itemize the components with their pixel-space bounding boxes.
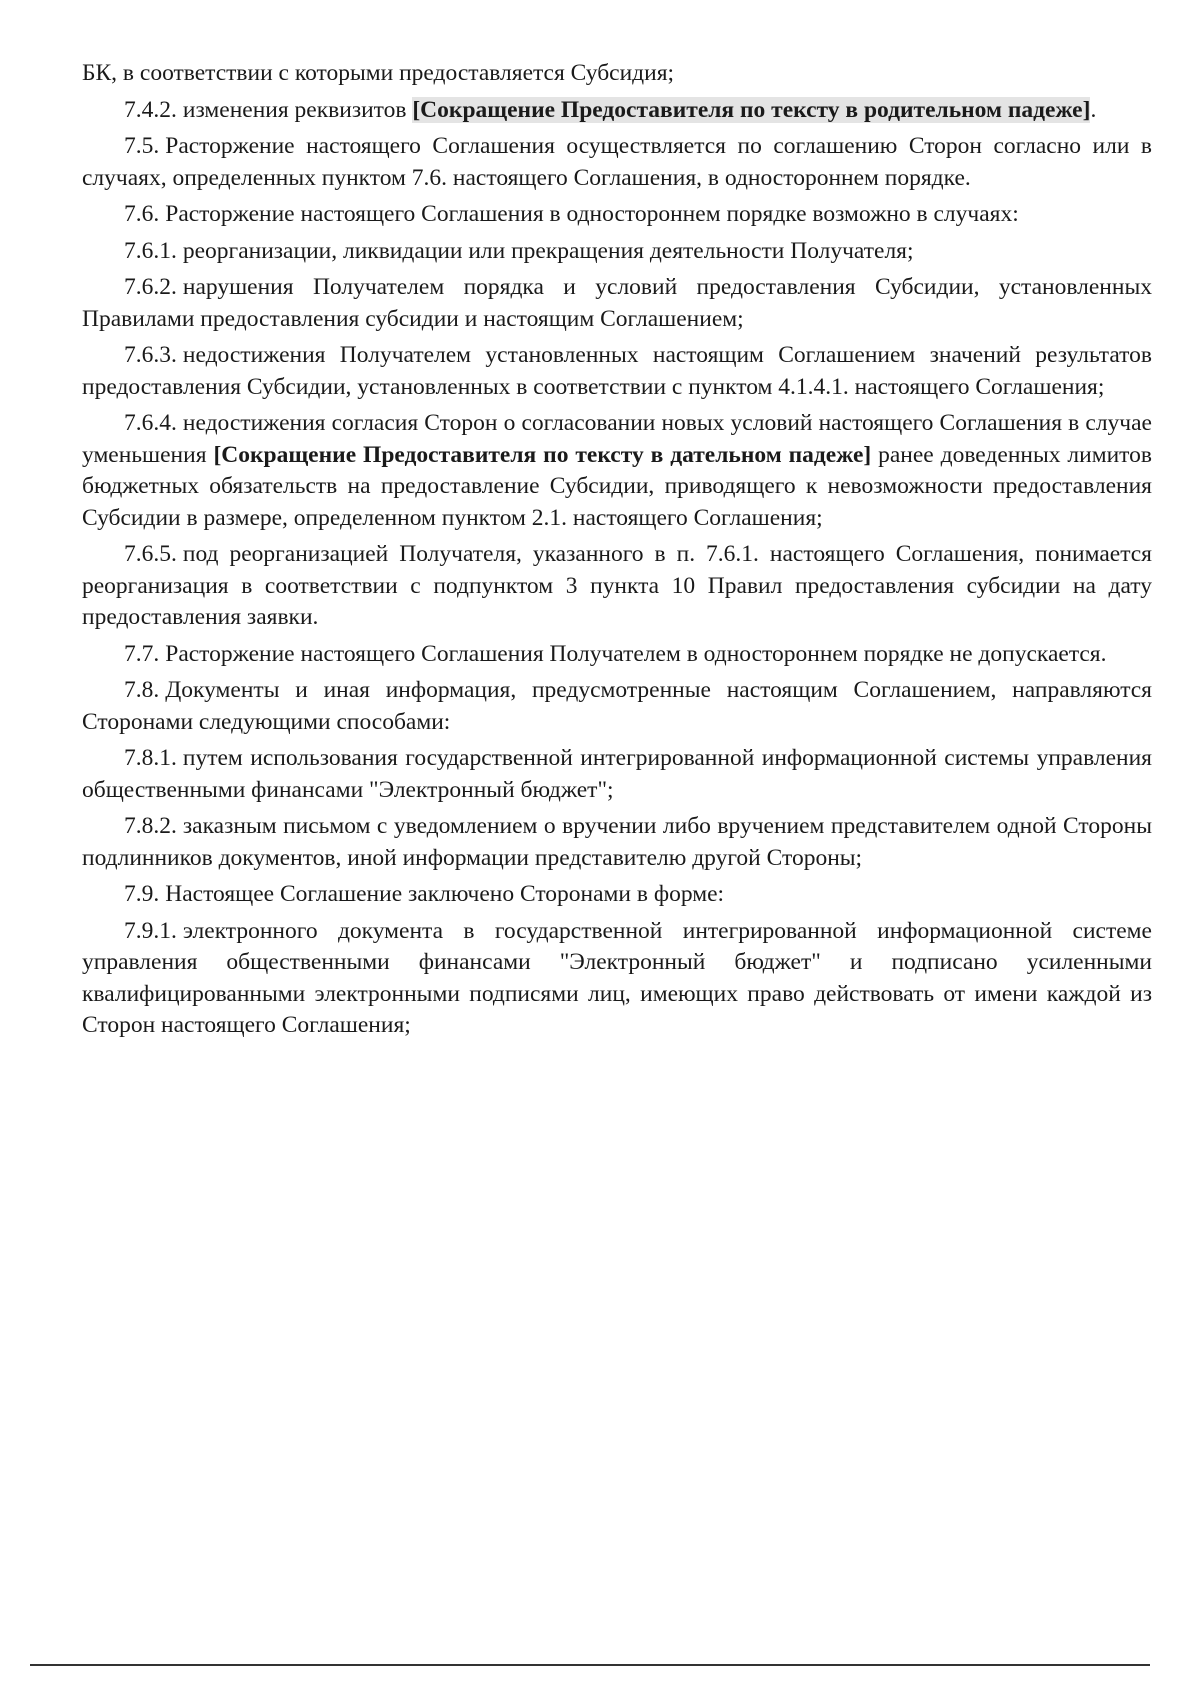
page-bottom-divider bbox=[30, 1664, 1150, 1666]
paragraph-7-9 bbox=[82, 879, 1152, 911]
paragraph-number: 7.4.2. bbox=[124, 96, 177, 123]
paragraph-text-after: . bbox=[1090, 96, 1097, 123]
placeholder-field: [Сокращение Предоставителя по тексту в дательном падеже] bbox=[213, 441, 872, 468]
paragraph-text: путем использования государственной интегрированной информационной системы управления общественными финансами "Электронный бюджет"; bbox=[82, 745, 1152, 803]
paragraph-7-8-2 bbox=[82, 811, 1152, 874]
paragraph-text: электронного документа в государственной интегрированной информационной системе управления общественными финансами "Электронный бюджет" и подписано усиленными квалифицированными электронными подписями лиц, имеющих право действовать от имени каждой из Сторон настоящего Соглашения; bbox=[82, 917, 1152, 1038]
paragraph-number: 7.6.3. bbox=[124, 342, 177, 368]
paragraph-number: 7.8.1. bbox=[124, 745, 177, 771]
paragraph-text: Расторжение настоящего Соглашения осуществляется по соглашению Сторон согласно или в случаях, определенных пунктом 7.6. настоящего Соглашения, в одностороннем порядке. bbox=[82, 133, 1152, 191]
paragraph-text: Документы и иная информация, предусмотренные настоящим Соглашением, направляются Сторонами следующими способами: bbox=[82, 677, 1152, 735]
paragraph-number: 7.8. bbox=[124, 677, 160, 703]
paragraph-number: 7.6.4. bbox=[124, 410, 177, 436]
paragraph-7-7 bbox=[82, 639, 1152, 671]
paragraph-text: нарушения Получателем порядка и условий предоставления Субсидии, установленных Правилами предоставления субсидии и настоящим Соглашением; bbox=[82, 274, 1152, 332]
paragraph-text: заказным письмом с уведомлением о вручении либо вручением представителем одной Стороны подлинников документов, иной информации представителю другой Стороны; bbox=[82, 813, 1152, 871]
paragraph-text: БК, в соответствии с которыми предоставляется Субсидия; bbox=[82, 60, 675, 86]
paragraph-number: 7.6.5. bbox=[124, 541, 177, 567]
paragraph-number: 7.6.2. bbox=[124, 274, 177, 300]
paragraph-7-6-3 bbox=[82, 340, 1152, 403]
paragraph-number: 7.8.2. bbox=[124, 813, 177, 839]
paragraph-7-6-1 bbox=[82, 236, 1152, 268]
paragraph-text: Расторжение настоящего Соглашения Получателем в одностороннем порядке не допускается. bbox=[165, 640, 1107, 667]
paragraph-7-5 bbox=[82, 131, 1152, 194]
paragraph-7-6-2 bbox=[82, 272, 1152, 335]
paragraph-text: Настоящее Соглашение заключено Сторонами в форме: bbox=[165, 881, 725, 907]
paragraph-number: 7.6.1. bbox=[124, 237, 177, 264]
paragraph-7-6 bbox=[82, 199, 1152, 231]
paragraph-7-4-1-tail bbox=[82, 58, 1152, 90]
paragraph-text: Расторжение настоящего Соглашения в одностороннем порядке возможно в случаях: bbox=[165, 201, 1019, 227]
paragraph-7-9-1 bbox=[82, 916, 1152, 1042]
paragraph-7-6-5 bbox=[82, 539, 1152, 634]
paragraph-text-after: ранее доведенных лимитов бюджетных обязательств на предоставление Субсидии, приводящего к невозможности предоставления Субсидии в размере, определенном пунктом 2.1. настоящего Соглашения; bbox=[82, 441, 1152, 531]
paragraph-7-6-4 bbox=[82, 408, 1152, 534]
placeholder-field: [Сокращение Предоставителя по тексту в родительном падеже] bbox=[412, 96, 1091, 123]
paragraph-7-8 bbox=[82, 675, 1152, 738]
document-page bbox=[82, 58, 1152, 1047]
paragraph-number: 7.7. bbox=[124, 640, 160, 667]
paragraph-7-8-1 bbox=[82, 743, 1152, 806]
paragraph-text: изменения реквизитов bbox=[182, 96, 413, 123]
paragraph-text: под реорганизацией Получателя, указанного в п. 7.6.1. настоящего Соглашения, понимается реорганизация в соответствии с подпунктом 3 пункта 10 Правил предоставления субсидии на дату предоставления заявки. bbox=[82, 541, 1152, 630]
paragraph-number: 7.6. bbox=[124, 201, 160, 227]
paragraph-text: недостижения согласия Сторон о согласовании новых условий настоящего Соглашения в случае уменьшения bbox=[82, 410, 1152, 468]
paragraph-number: 7.5. bbox=[124, 133, 160, 159]
paragraph-text: недостижения Получателем установленных настоящим Соглашением значений результатов предоставления Субсидии, установленных в соответствии с пунктом 4.1.4.1. настоящего Соглашения; bbox=[82, 342, 1152, 400]
paragraph-number: 7.9.1. bbox=[124, 917, 177, 944]
paragraph-7-4-2 bbox=[82, 95, 1152, 127]
paragraph-number: 7.9. bbox=[124, 881, 160, 907]
paragraph-text: реорганизации, ликвидации или прекращения деятельности Получателя; bbox=[182, 237, 914, 264]
